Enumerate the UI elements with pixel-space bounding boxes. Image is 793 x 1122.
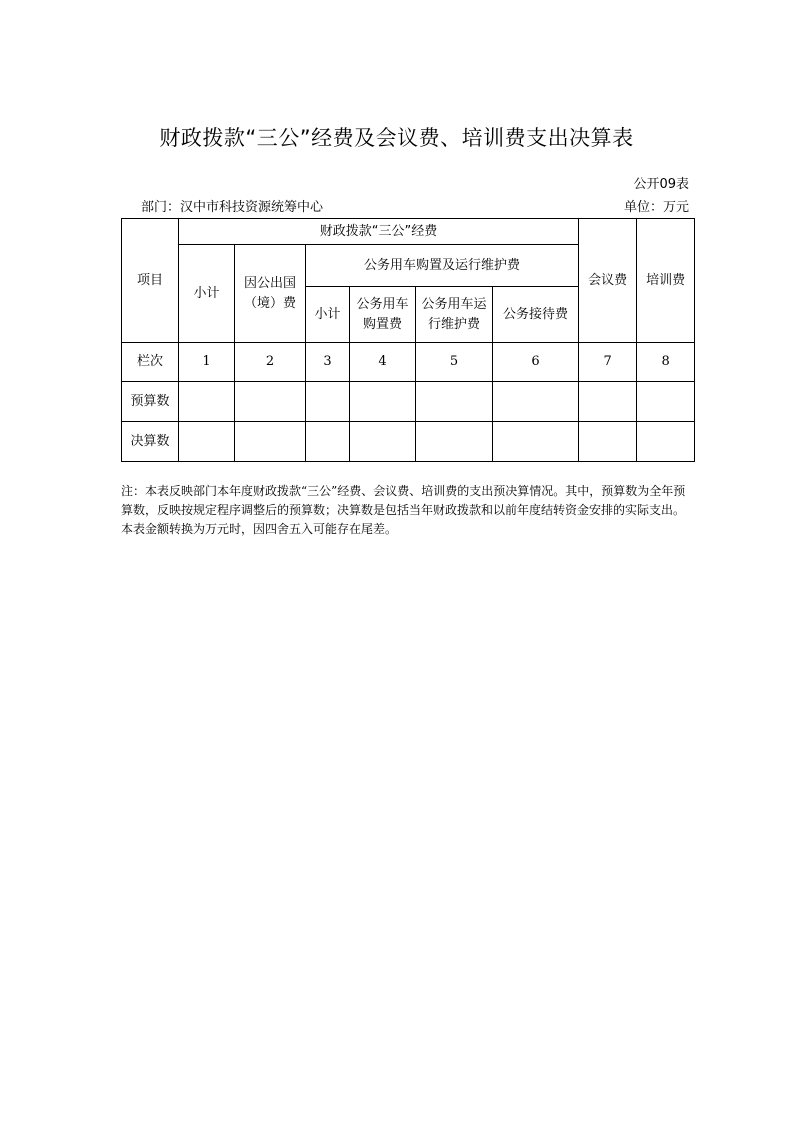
department-label: 部门：汉中市科技资源统筹中心 <box>141 200 324 215</box>
expenditure-table <box>121 218 695 462</box>
table-cell <box>579 382 637 422</box>
table-cell <box>235 382 306 422</box>
header-item: 项目 <box>122 219 179 343</box>
table-cell <box>579 422 637 462</box>
column-number: 2 <box>235 343 306 382</box>
column-number: 7 <box>579 343 637 382</box>
row-final <box>122 422 695 462</box>
column-number: 5 <box>416 343 493 382</box>
table-cell <box>179 382 235 422</box>
table-cell <box>493 422 579 462</box>
column-number: 4 <box>350 343 416 382</box>
table-cell <box>235 422 306 462</box>
unit-label: 单位：万元 <box>623 200 689 215</box>
table-cell <box>350 382 416 422</box>
table-cell <box>637 382 695 422</box>
row-label: 栏次 <box>122 343 179 382</box>
table-cell <box>637 422 695 462</box>
row-label: 预算数 <box>122 382 179 422</box>
column-number: 8 <box>637 343 695 382</box>
header-subtotal: 小计 <box>179 245 235 343</box>
table-cell <box>416 382 493 422</box>
footnote: 注：本表反映部门本年度财政拨款“三公”经费、会议费、培训费的支出预决算情况。其中，预算数为全年预算数，反映按规定程序调整后的预算数；决算数是包括当年财政拨款和以前年度结转资金安排的实际支出。本表金额转换为万元时，因四舍五入可能存在尾差。 <box>121 484 686 536</box>
column-number: 1 <box>179 343 235 382</box>
header-training-fee: 培训费 <box>637 219 695 343</box>
table-cell <box>493 382 579 422</box>
column-number: 3 <box>306 343 350 382</box>
header-three-public-group: 财政拨款“三公”经费 <box>179 219 579 245</box>
column-number: 6 <box>493 343 579 382</box>
table-cell <box>306 422 350 462</box>
row-column-index <box>122 343 695 382</box>
page-title: 财政拨款“三公”经费及会议费、培训费支出决算表 <box>159 126 634 150</box>
header-meeting-fee: 会议费 <box>579 219 637 343</box>
header-abroad-fee: 因公出国（境）费 <box>235 245 306 343</box>
header-vehicle-operation: 公务用车运行维护费 <box>416 287 493 343</box>
header-row-1 <box>122 219 695 245</box>
table-cell <box>306 382 350 422</box>
header-vehicle-subtotal: 小计 <box>306 287 350 343</box>
header-vehicle-purchase: 公务用车购置费 <box>350 287 416 343</box>
table-cell <box>416 422 493 462</box>
form-code: 公开09表 <box>633 177 689 192</box>
header-vehicle-group: 公务用车购置及运行维护费 <box>306 245 579 287</box>
table-cell <box>179 422 235 462</box>
row-budget <box>122 382 695 422</box>
header-reception-fee: 公务接待费 <box>493 287 579 343</box>
row-label: 决算数 <box>122 422 179 462</box>
table-cell <box>350 422 416 462</box>
